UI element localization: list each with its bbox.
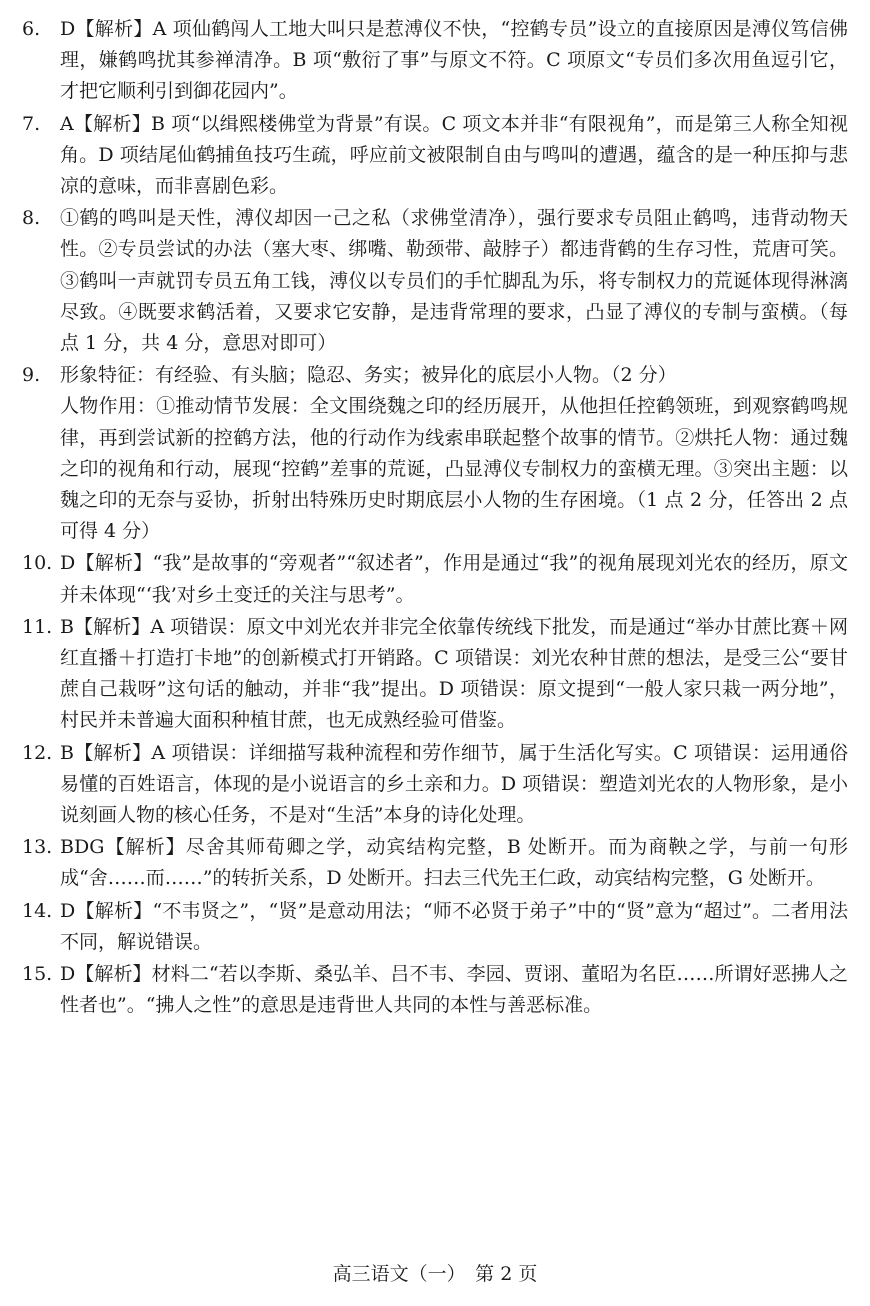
answer-item — [22, 896, 848, 958]
answer-item — [22, 959, 848, 1021]
answer-text: D【解析】“不韦贤之”，“贤”是意动用法；“师不必贤于弟子”中的“贤”意为“超过”。二者用法不同，解说错误。 — [60, 899, 848, 953]
answer-text: B【解析】A 项错误：原文中刘光农并非完全依靠传统线下批发，而是通过“举办甘蔗比赛＋网红直播＋打造打卡地”的创新模式打开销路。C 项错误：刘光农种甘蔗的想法，是受三公“要甘蔗自己栽呀”这句话的触动，并非“我”提出。D 项错误：原文提到“一般人家只栽一两分地”，村民并未普遍大面积种植甘蔗，也无成熟经验可借鉴。 — [60, 615, 848, 732]
answer-text: D【解析】“我”是故事的“旁观者”“叙述者”，作用是通过“我”的视角展现刘光农的经历，原文并未体现“‘我’对乡土变迁的关注与思考”。 — [60, 552, 848, 606]
answer-text: BDG【解析】尽舍其师荀卿之学，动宾结构完整，B 处断开。而为商鞅之学，与前一句形成“舍……而……”的转折关系，D 处断开。扫去三代先王仁政，动宾结构完整，G 处断开。 — [60, 836, 848, 890]
answer-item — [22, 548, 848, 610]
answer-list — [22, 14, 848, 1022]
question-number: 14. — [22, 899, 53, 922]
answer-text: B【解析】A 项错误：详细描写栽种流程和劳作细节，属于生活化写实。C 项错误：运用通俗易懂的百姓语言，体现的是小说语言的乡土亲和力。D 项错误：塑造刘光农的人物形象，是小说刻画人物的核心任务，不是对“生活”本身的诗化处理。 — [60, 741, 848, 827]
question-number: 8. — [22, 207, 41, 230]
answer-item — [22, 738, 848, 832]
answer-item — [22, 612, 848, 737]
answer-text: D【解析】材料二“若以李斯、桑弘羊、吕不韦、李园、贾诩、董昭为名臣……所谓好恶拂人之性者也”。“拂人之性”的意思是违背世人共同的本性与善恶标准。 — [60, 963, 848, 1017]
answer-item — [22, 14, 848, 108]
answer-item — [22, 360, 848, 547]
question-number: 10. — [22, 552, 53, 575]
page-footer: 高三语文（一） 第 2 页 — [332, 1263, 538, 1285]
question-number: 9. — [22, 364, 41, 387]
question-number: 7. — [22, 112, 41, 135]
question-number: 12. — [22, 741, 53, 764]
answer-item — [22, 109, 848, 203]
answer-item — [22, 832, 848, 894]
question-number: 13. — [22, 836, 53, 859]
answer-item — [22, 203, 848, 359]
answer-text: 人物作用：①推动情节发展：全文围绕魏之印的经历展开，从他担任控鹤领班，到观察鹤鸣规律，再到尝试新的控鹤方法，他的行动作为线索串联起整个故事的情节。②烘托人物：通过魏之印的视角和行动，展现“控鹤”差事的荒诞，凸显溥仪专制权力的蛮横无理。③突出主题：以魏之印的无奈与妥协，折射出特殊历史时期底层小人物的生存困境。（1 点 2 分，任答出 2 点可得 4 分） — [60, 395, 848, 543]
answer-text: ①鹤的鸣叫是天性，溥仪却因一己之私（求佛堂清净），强行要求专员阻止鹤鸣，违背动物天性。②专员尝试的办法（塞大枣、绑嘴、勒颈带、敲脖子）都违背鹤的生存习性，荒唐可笑。③鹤叫一声就罚专员五角工钱，溥仪以专员们的手忙脚乱为乐，将专制权力的荒诞体现得淋漓尽致。④既要求鹤活着，又要求它安静，是违背常理的要求，凸显了溥仪的专制与蛮横。（每点 1 分，共 4 分，意思对即可） — [60, 207, 848, 355]
question-number: 11. — [22, 615, 53, 638]
question-number: 6. — [22, 18, 41, 40]
answer-text: 形象特征：有经验、有头脑；隐忍、务实；被异化的底层小人物。（2 分） — [60, 364, 677, 387]
answer-text: A【解析】B 项“以缉熙楼佛堂为背景”有误。C 项文本并非“有限视角”，而是第三人称全知视角。D 项结尾仙鹤捕鱼技巧生疏，呼应前文被限制自由与鸣叫的遭遇，蕴含的是一种压抑与悲凉的意味，而非喜剧色彩。 — [60, 112, 848, 198]
question-number: 15. — [22, 963, 53, 986]
answer-text: D【解析】A 项仙鹤闯人工地大叫只是惹溥仪不快，“控鹤专员”设立的直接原因是溥仪笃信佛理，嫌鹤鸣扰其参禅清净。B 项“敷衍了事”与原文不符。C 项原文“专员们多次用鱼逗引它，才把它顺利引到御花园内”。 — [60, 18, 848, 103]
